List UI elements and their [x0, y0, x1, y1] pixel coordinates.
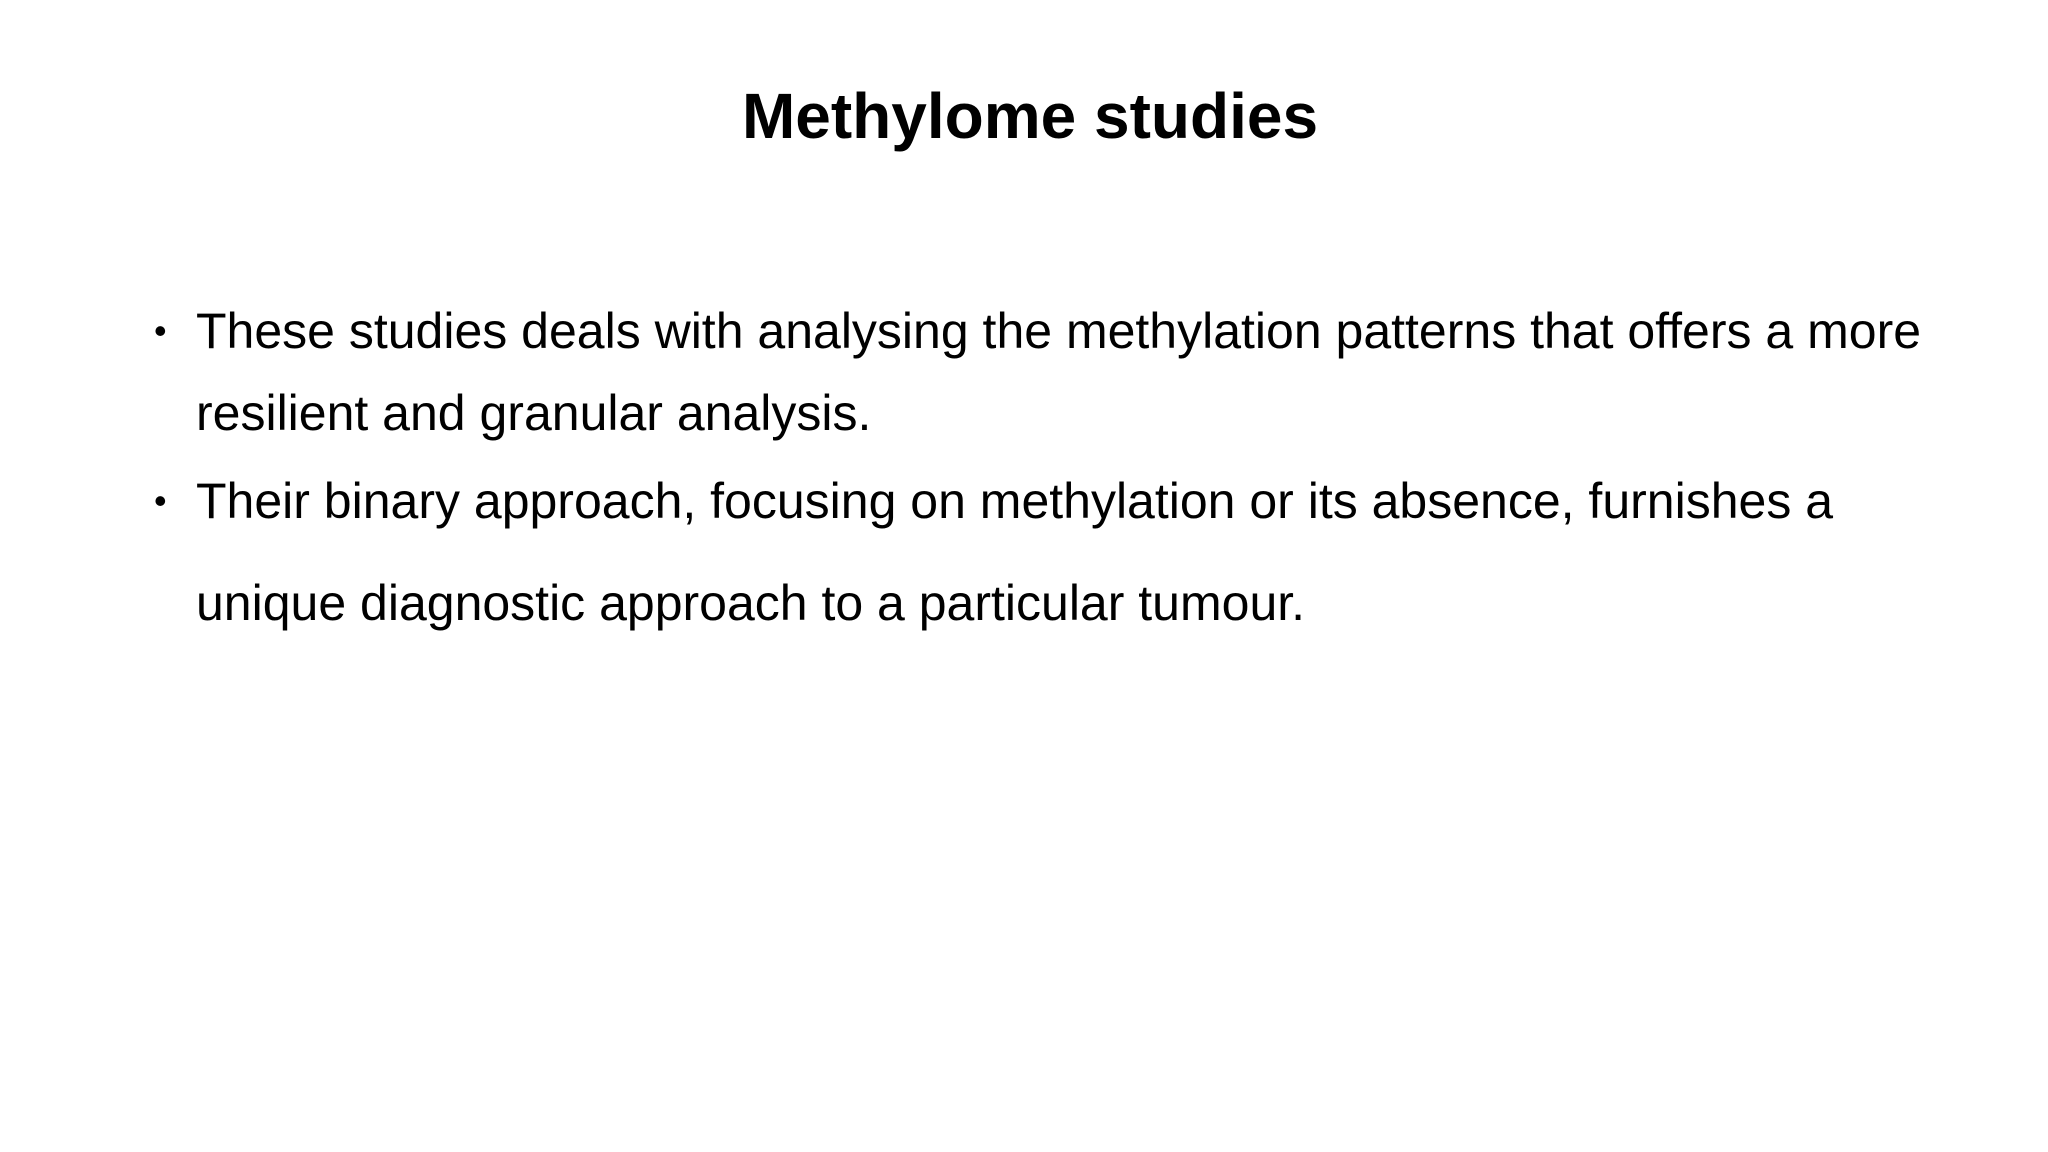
bullet-item — [150, 450, 1930, 654]
bullet-item — [150, 290, 1930, 454]
bullet-dot-icon: • — [154, 310, 167, 351]
bullet-list — [150, 290, 1930, 654]
bullet-text: Their binary approach, focusing on methylation or its absence, furnishes a unique diagnostic approach to a particular tumour. — [196, 473, 1834, 631]
bullet-text: These studies deals with analysing the methylation patterns that offers a more resilient and granular analysis. — [196, 303, 1922, 441]
bullet-dot-icon: • — [154, 480, 167, 521]
slide-title: Methylome studies — [741, 80, 1319, 152]
